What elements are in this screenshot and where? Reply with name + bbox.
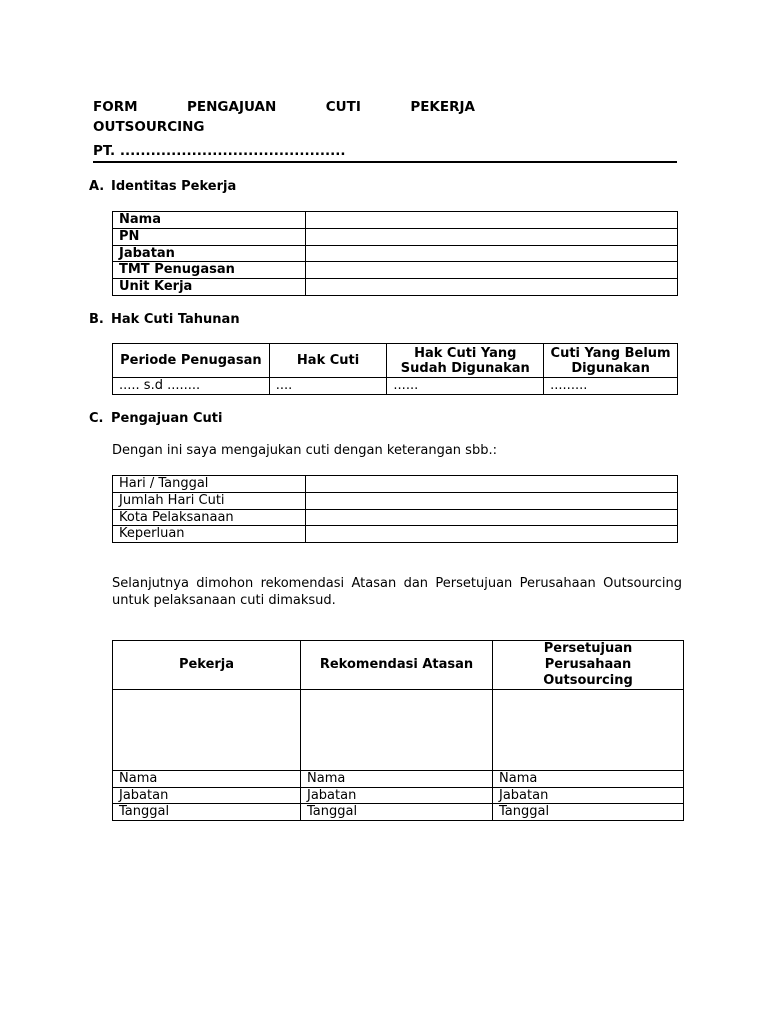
signature-box[interactable] xyxy=(301,690,493,771)
leave-request-table xyxy=(112,475,678,543)
field-value-cell[interactable] xyxy=(306,245,678,262)
company-line: PT. ............................................ xyxy=(93,142,677,163)
table-row xyxy=(113,492,678,509)
table-cell[interactable]: .... xyxy=(269,378,387,395)
row-label: Tanggal xyxy=(113,804,301,821)
table-row xyxy=(113,771,684,788)
table-header-row xyxy=(113,641,684,690)
table-row xyxy=(113,279,678,296)
table-cell[interactable]: ...... xyxy=(387,378,544,395)
section-title: Pengajuan Cuti xyxy=(111,411,223,426)
section-c-heading xyxy=(89,411,222,426)
row-label: Nama xyxy=(113,771,301,788)
signature-table xyxy=(112,640,684,821)
section-letter: B. xyxy=(89,312,104,327)
approval-paragraph: Selanjutnya dimohon rekomendasi Atasan dan Persetujuan Perusahaan Outsourcing untuk pelaksanaan cuti dimaksud. xyxy=(112,576,682,608)
field-label: Nama xyxy=(113,212,306,229)
row-label: Tanggal xyxy=(301,804,493,821)
column-header: Cuti Yang Belum Digunakan xyxy=(544,344,678,378)
section-title: Identitas Pekerja xyxy=(111,179,237,194)
title-line-2: OUTSOURCING xyxy=(93,119,205,135)
table-cell[interactable]: ......... xyxy=(544,378,678,395)
column-header: Hak Cuti xyxy=(269,344,387,378)
title-word: CUTI xyxy=(325,99,361,115)
leave-entitlement-table xyxy=(112,343,678,395)
field-value-cell[interactable] xyxy=(306,476,678,493)
field-value-cell[interactable] xyxy=(306,279,678,296)
table-row xyxy=(113,262,678,279)
table-row xyxy=(113,228,678,245)
table-row xyxy=(113,787,684,804)
field-value-cell[interactable] xyxy=(306,492,678,509)
row-label: Tanggal xyxy=(493,804,684,821)
intro-text: Dengan ini saya mengajukan cuti dengan keterangan sbb.: xyxy=(112,443,497,458)
form-title xyxy=(93,97,475,137)
field-label: Hari / Tanggal xyxy=(113,476,306,493)
field-value-cell[interactable] xyxy=(306,212,678,229)
row-label: Jabatan xyxy=(493,787,684,804)
field-label: PN xyxy=(113,228,306,245)
title-word: FORM xyxy=(93,99,138,115)
table-row xyxy=(113,378,678,395)
column-header: Pekerja xyxy=(113,641,301,690)
table-row xyxy=(113,245,678,262)
table-header-row xyxy=(113,344,678,378)
field-label: Kota Pelaksanaan xyxy=(113,509,306,526)
column-header: Periode Penugasan xyxy=(113,344,270,378)
section-title: Hak Cuti Tahunan xyxy=(111,312,240,327)
column-header: Persetujuan Perusahaan Outsourcing xyxy=(493,641,684,690)
table-row xyxy=(113,476,678,493)
table-row xyxy=(113,212,678,229)
table-row xyxy=(113,509,678,526)
field-value-cell[interactable] xyxy=(306,228,678,245)
column-header: Rekomendasi Atasan xyxy=(301,641,493,690)
identity-table xyxy=(112,211,678,296)
section-letter: A. xyxy=(89,179,105,194)
title-word: PENGAJUAN xyxy=(187,99,277,115)
title-word: PEKERJA xyxy=(410,99,475,115)
field-value-cell[interactable] xyxy=(306,509,678,526)
signature-box[interactable] xyxy=(493,690,684,771)
column-header: Hak Cuti Yang Sudah Digunakan xyxy=(387,344,544,378)
table-row xyxy=(113,526,678,543)
signature-space-row xyxy=(113,690,684,771)
field-label: Unit Kerja xyxy=(113,279,306,296)
section-a-heading xyxy=(89,179,236,194)
section-letter: C. xyxy=(89,411,104,426)
field-label: Jumlah Hari Cuti xyxy=(113,492,306,509)
field-value-cell[interactable] xyxy=(306,526,678,543)
field-label: Keperluan xyxy=(113,526,306,543)
table-cell[interactable]: ..... s.d ........ xyxy=(113,378,270,395)
row-label: Jabatan xyxy=(113,787,301,804)
field-label: Jabatan xyxy=(113,245,306,262)
field-value-cell[interactable] xyxy=(306,262,678,279)
field-label: TMT Penugasan xyxy=(113,262,306,279)
row-label: Jabatan xyxy=(301,787,493,804)
table-row xyxy=(113,804,684,821)
signature-box[interactable] xyxy=(113,690,301,771)
row-label: Nama xyxy=(493,771,684,788)
row-label: Nama xyxy=(301,771,493,788)
section-b-heading xyxy=(89,312,240,327)
